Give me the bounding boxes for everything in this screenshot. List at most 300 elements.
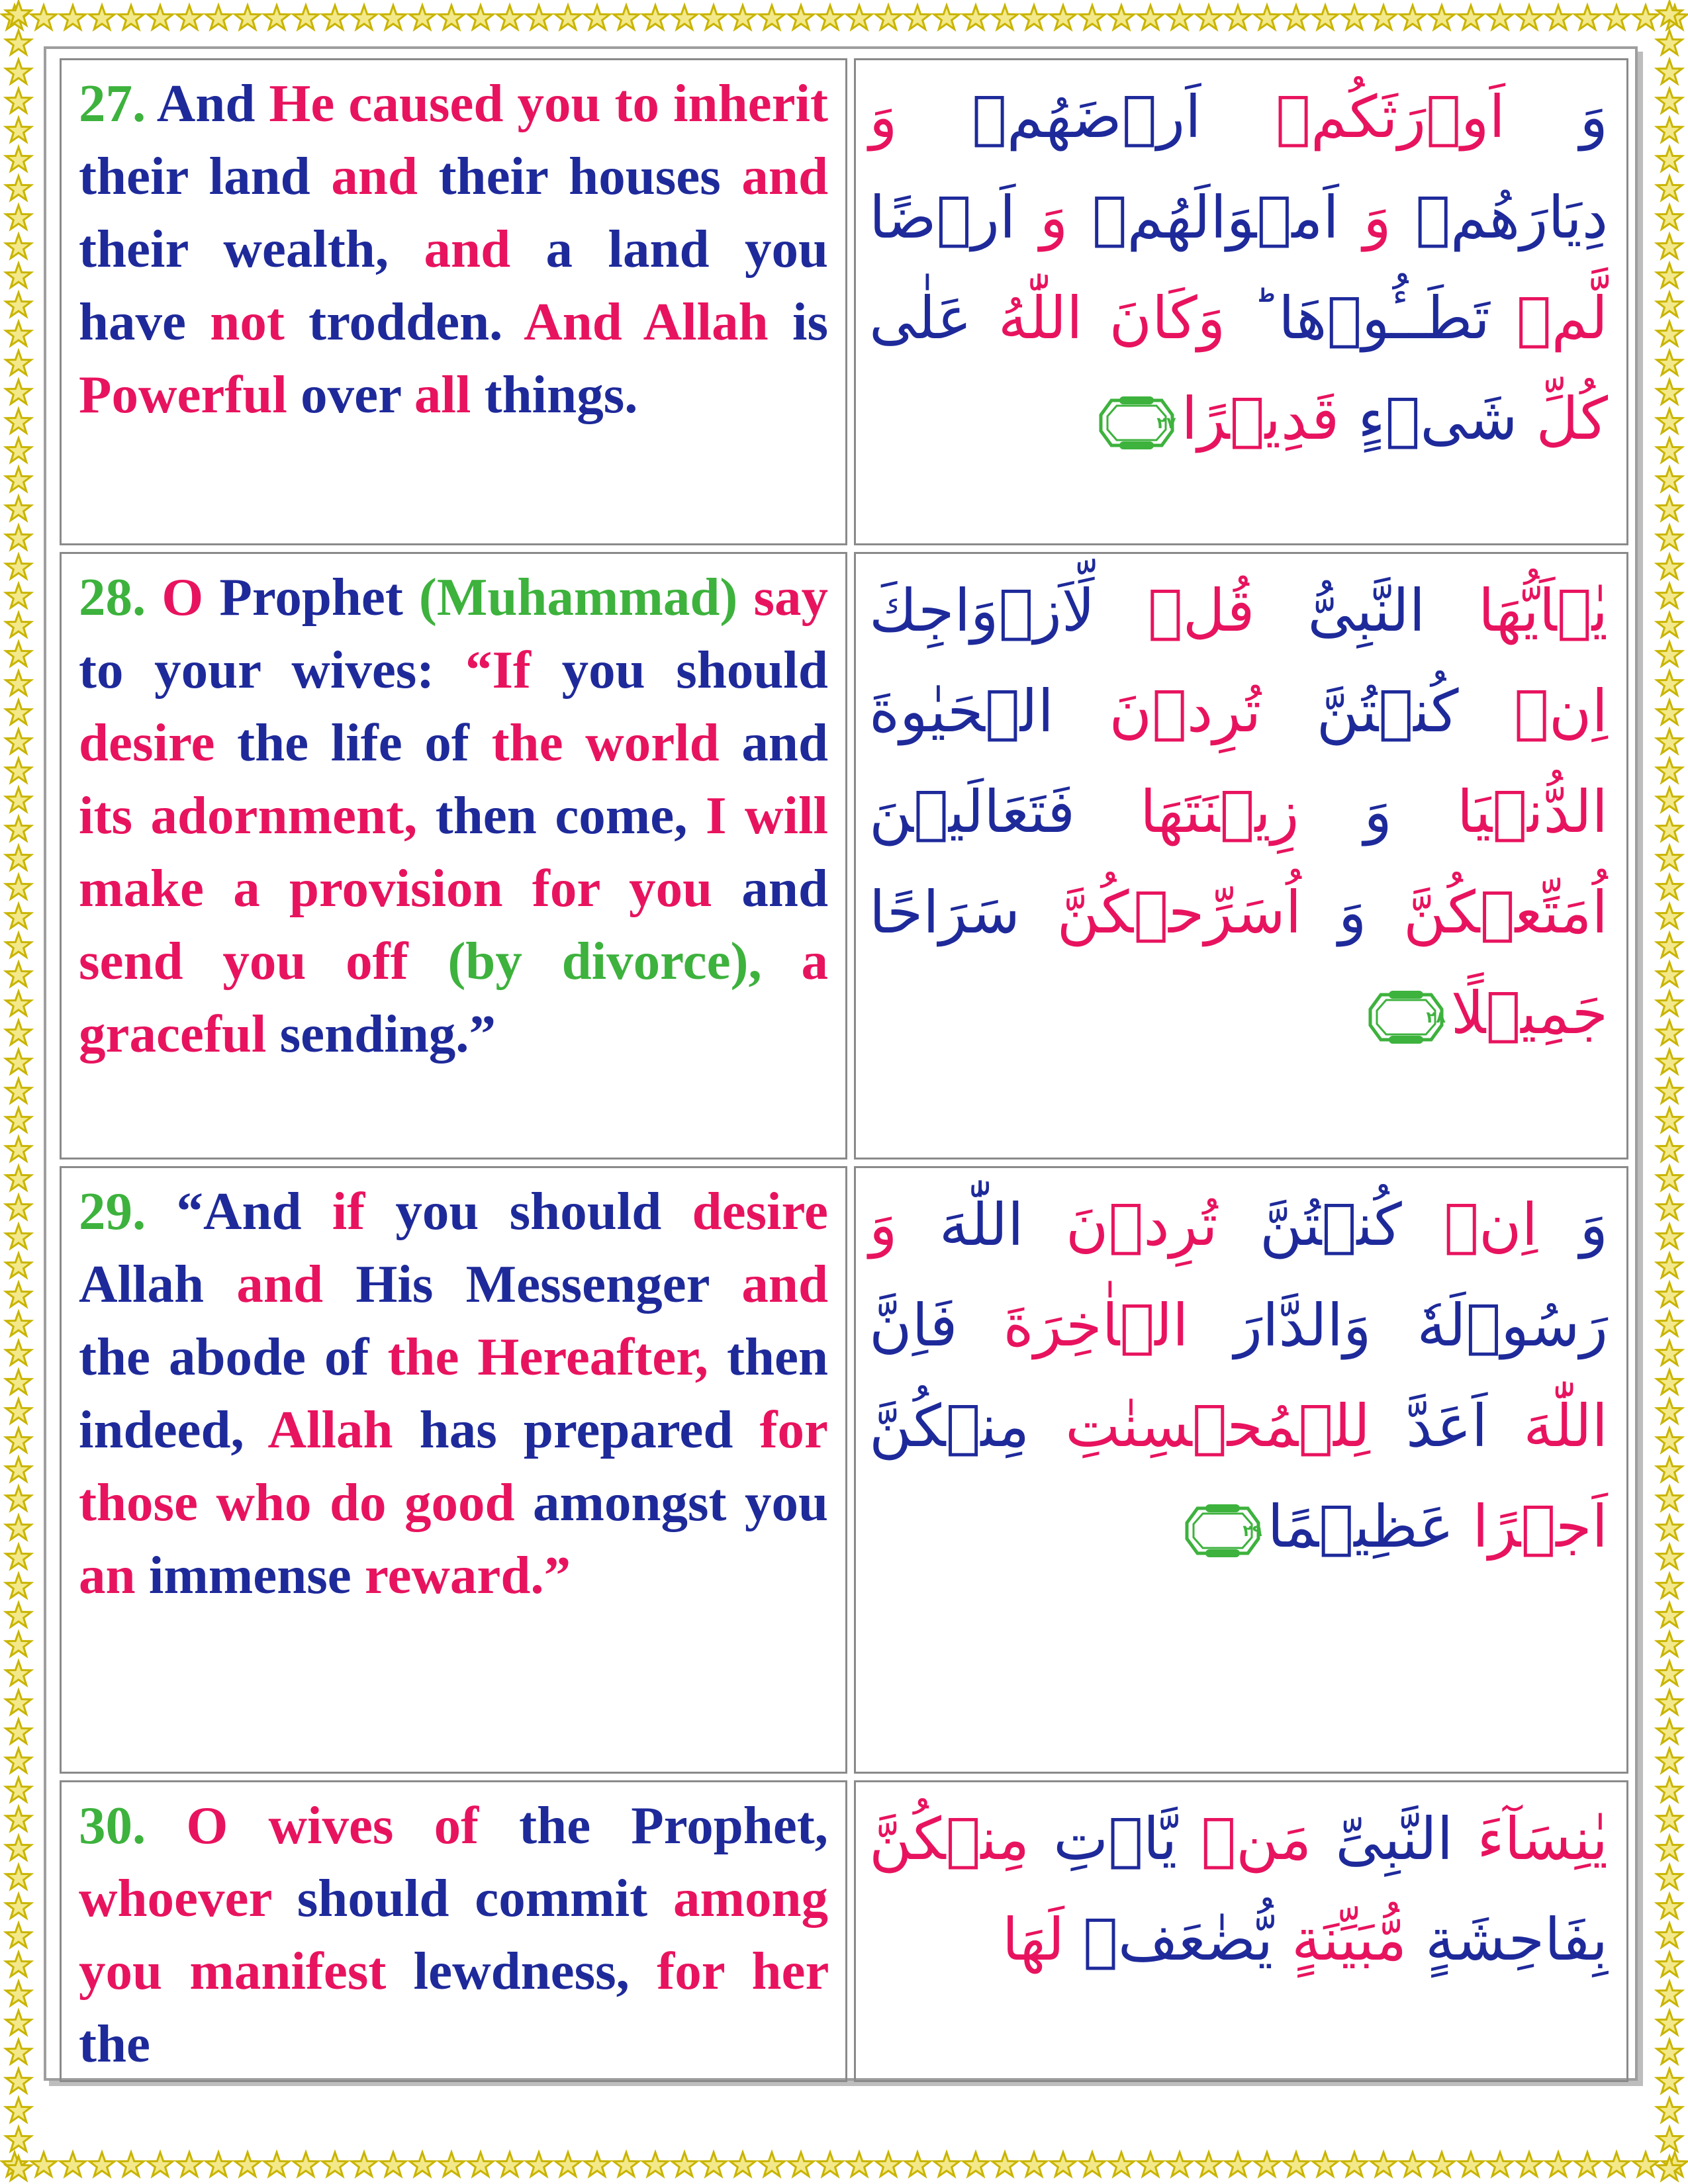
star-icon xyxy=(730,2152,755,2176)
star-icon xyxy=(6,642,31,666)
star-icon xyxy=(759,2152,784,2176)
star-icon xyxy=(1196,2152,1221,2176)
arabic-verse-cell xyxy=(854,58,1628,545)
star-icon xyxy=(1657,1137,1682,1161)
arabic-segment: الۡحَيٰوةَ xyxy=(869,677,1054,745)
star-icon xyxy=(6,1807,31,1831)
english-segment: lewdness, xyxy=(386,1941,657,2001)
arabic-segment: اللّٰهَ xyxy=(1487,1392,1609,1460)
star-icon xyxy=(876,2152,901,2176)
arabic-segment: اللّٰهُ xyxy=(972,284,1083,352)
star-icon xyxy=(614,5,639,29)
star-icon xyxy=(410,5,435,29)
star-icon xyxy=(1657,1166,1682,1190)
star-icon xyxy=(1657,729,1682,753)
english-segment: over xyxy=(287,365,414,424)
star-icon xyxy=(293,2152,318,2176)
english-segment: and xyxy=(719,713,828,772)
star-icon xyxy=(1021,5,1047,29)
star-icon xyxy=(788,5,814,29)
star-icon xyxy=(1429,5,1454,29)
english-segment: its adornment, xyxy=(79,786,418,845)
star-icon xyxy=(1657,1749,1682,1772)
arabic-segment: كُنۡتُنَّ xyxy=(1261,677,1459,745)
english-segment: all xyxy=(414,365,471,424)
arabic-segment: اُسَرِّحۡكُنَّ xyxy=(1019,878,1302,946)
star-icon xyxy=(6,1137,31,1161)
star-icon xyxy=(1657,30,1682,54)
star-icon xyxy=(1109,2152,1134,2176)
verse-row xyxy=(60,1166,1628,1774)
star-icon xyxy=(6,2011,31,2034)
star-icon xyxy=(1080,2152,1105,2176)
star-icon xyxy=(1657,1370,1682,1394)
star-icon xyxy=(1657,1399,1682,1423)
english-segment: And xyxy=(146,73,269,133)
english-segment: wives xyxy=(268,1796,434,1855)
star-icon xyxy=(1371,2152,1396,2176)
star-icon xyxy=(6,263,31,287)
english-segment: should commit xyxy=(271,1868,673,1928)
star-icon xyxy=(6,1399,31,1423)
english-segment: and xyxy=(741,1254,828,1314)
arabic-segment: الۡاٰخِرَةَ xyxy=(957,1291,1189,1359)
arabic-segment: عَلٰى xyxy=(869,284,972,352)
star-icon xyxy=(1657,1807,1682,1831)
english-segment: and xyxy=(741,146,828,206)
star-icon xyxy=(1575,2152,1600,2176)
arabic-segment: دِيَارَهُمۡ xyxy=(1391,183,1609,251)
star-icon xyxy=(555,2152,581,2176)
english-segment: trodden. xyxy=(284,292,524,351)
star-icon xyxy=(1657,846,1682,870)
star-icon xyxy=(1429,2152,1454,2176)
star-icon xyxy=(1167,5,1192,29)
star-icon xyxy=(759,5,784,29)
star-icon xyxy=(6,2040,31,2064)
star-icon xyxy=(381,2152,406,2176)
arabic-segment: الدُّنۡيَا xyxy=(1391,778,1609,846)
english-segment: for those who do good xyxy=(79,1400,828,1532)
star-icon xyxy=(1657,263,1682,287)
star-icon xyxy=(1604,5,1629,29)
english-segment: and xyxy=(424,219,511,279)
star-icon xyxy=(1657,293,1682,316)
arabic-segment: يَّاۡتِ xyxy=(1029,1805,1178,1873)
star-icon xyxy=(1657,817,1682,841)
star-icon xyxy=(6,991,31,1015)
star-icon xyxy=(6,1894,31,1918)
star-icon xyxy=(1657,1981,1682,2005)
english-segment: the life of xyxy=(214,713,492,772)
arabic-segment: وَ xyxy=(869,1191,898,1259)
arabic-segment: مَنۡ xyxy=(1177,1805,1312,1873)
star-icon xyxy=(992,2152,1017,2176)
star-icon xyxy=(6,1341,31,1365)
arabic-segment: وَ xyxy=(869,83,898,151)
arabic-segment: وَكَانَ xyxy=(1082,284,1226,352)
star-icon xyxy=(6,788,31,811)
arabic-segment: عَظِيۡمًا xyxy=(1267,1492,1454,1561)
star-icon xyxy=(264,5,289,29)
star-icon xyxy=(1657,1195,1682,1219)
star-icon xyxy=(1487,5,1513,29)
star-icon xyxy=(1657,1224,1682,1248)
english-segment: for xyxy=(502,858,630,918)
star-icon xyxy=(1284,2152,1309,2176)
star-icon xyxy=(6,409,31,433)
star-icon xyxy=(1657,1312,1682,1336)
star-icon xyxy=(6,1195,31,1219)
english-segment: and xyxy=(236,1254,323,1314)
arabic-segment: وَالدَّارَ xyxy=(1188,1291,1372,1359)
star-icon xyxy=(439,2152,464,2176)
english-segment: their land xyxy=(79,146,332,206)
star-icon xyxy=(614,2152,639,2176)
english-segment: His Messenger xyxy=(323,1254,742,1314)
star-icon xyxy=(1657,1,1682,25)
star-icon xyxy=(468,2152,493,2176)
arabic-segment: رَسُوۡلَهٗ xyxy=(1371,1291,1609,1359)
star-icon xyxy=(1657,1341,1682,1365)
star-icon xyxy=(1657,1574,1682,1598)
star-icon xyxy=(6,351,31,375)
star-icon xyxy=(1657,234,1682,258)
star-icon xyxy=(1657,1923,1682,1947)
star-icon xyxy=(352,5,377,29)
star-icon xyxy=(6,118,31,142)
star-icon xyxy=(730,5,755,29)
arabic-segment: مِنۡكُنَّ xyxy=(869,1805,1030,1873)
english-segment: the Prophet, xyxy=(519,1796,828,1855)
arabic-segment: لِلۡمُحۡسِنٰتِ xyxy=(1029,1392,1370,1460)
star-icon xyxy=(6,467,31,491)
star-icon xyxy=(526,5,551,29)
arabic-segment: النَّبِىُّ xyxy=(1254,576,1426,645)
ayah-number: ٢٨ xyxy=(1426,1008,1446,1027)
star-icon xyxy=(6,933,31,957)
star-icon xyxy=(1657,1690,1682,1714)
star-icon xyxy=(963,5,988,29)
arabic-segment: تُرِدۡنَ xyxy=(1054,677,1262,745)
star-icon xyxy=(1225,2152,1250,2176)
star-icon xyxy=(847,2152,872,2176)
arabic-segment: قُلۡ xyxy=(1095,576,1255,645)
star-icon xyxy=(6,1224,31,1248)
star-icon xyxy=(1575,5,1600,29)
star-icon xyxy=(6,1166,31,1190)
arabic-segment: كُلِّ xyxy=(1517,385,1608,453)
star-icon xyxy=(788,2152,814,2176)
star-icon xyxy=(6,205,31,229)
english-segment: their houses xyxy=(417,146,742,206)
star-icon xyxy=(1657,2011,1682,2034)
english-segment: if xyxy=(332,1181,365,1241)
star-icon xyxy=(1657,2127,1682,2151)
arabic-segment: يٰۤاَيُّهَا xyxy=(1425,576,1608,645)
star-icon xyxy=(6,2156,31,2180)
star-icon xyxy=(60,2152,85,2176)
star-icon xyxy=(6,1283,31,1306)
arabic-segment: وَ xyxy=(1338,183,1391,251)
arabic-segment: قَدِيۡرًا xyxy=(1181,385,1340,453)
star-icon xyxy=(6,2098,31,2122)
star-icon xyxy=(1657,2040,1682,2064)
star-icon xyxy=(6,1923,31,1947)
star-icon xyxy=(1657,89,1682,113)
english-segment: Allah xyxy=(79,1254,237,1314)
star-icon xyxy=(963,2152,988,2176)
star-icon xyxy=(1657,788,1682,811)
verse-table xyxy=(53,52,1635,2089)
english-segment: whoever xyxy=(79,1868,271,1928)
arabic-segment: النَّبِىِّ xyxy=(1311,1805,1454,1873)
star-icon xyxy=(1657,1428,1682,1452)
arabic-segment: يٰنِسَآءَ xyxy=(1453,1805,1608,1873)
star-icon xyxy=(1657,351,1682,375)
arabic-text xyxy=(869,1789,1608,1990)
star-icon xyxy=(1657,1253,1682,1277)
star-icon xyxy=(6,1312,31,1336)
star-icon xyxy=(1604,2152,1629,2176)
english-segment: (by divorce), xyxy=(447,931,762,991)
english-segment: an xyxy=(79,1545,136,1605)
arabic-segment: فَتَعَالَيۡنَ xyxy=(869,778,1076,846)
english-segment: the Hereafter, xyxy=(387,1327,708,1387)
star-icon xyxy=(905,2152,930,2176)
star-icon xyxy=(322,5,348,29)
english-segment: And Allah xyxy=(524,292,769,351)
ayah-number-marker-icon xyxy=(1183,1503,1262,1559)
star-icon xyxy=(6,1865,31,1889)
star-icon xyxy=(1657,176,1682,200)
star-icon xyxy=(1657,1894,1682,1918)
star-icon xyxy=(1657,1516,1682,1539)
star-icon xyxy=(6,496,31,520)
star-icon xyxy=(206,2152,231,2176)
star-icon xyxy=(1657,1603,1682,1627)
star-icon xyxy=(6,1079,31,1103)
star-icon xyxy=(1657,1545,1682,1569)
star-icon xyxy=(1657,1079,1682,1103)
star-icon xyxy=(1657,525,1682,549)
arabic-segment: مُّبَيِّنَةٍ xyxy=(1273,1905,1407,1974)
star-icon xyxy=(1657,758,1682,782)
star-icon xyxy=(1657,875,1682,899)
english-segment: He caused you to inherit xyxy=(269,73,828,133)
star-icon xyxy=(410,2152,435,2176)
verse-row xyxy=(60,58,1628,545)
star-icon xyxy=(6,1981,31,2005)
star-icon xyxy=(1657,1021,1682,1044)
arabic-segment: لِّاَزۡوَاجِكَ xyxy=(869,576,1095,645)
arabic-verse-cell xyxy=(854,552,1628,1160)
star-icon xyxy=(1517,2152,1542,2176)
star-icon xyxy=(1284,5,1309,29)
star-icon xyxy=(1657,962,1682,986)
arabic-segment: كُنۡتُنَّ xyxy=(1217,1191,1402,1259)
arabic-segment: اللّٰهَ xyxy=(897,1191,1024,1259)
star-icon xyxy=(1546,2152,1571,2176)
star-icon xyxy=(6,671,31,695)
arabic-segment: جَمِيۡلًا xyxy=(1450,979,1608,1047)
arabic-text xyxy=(869,1175,1608,1577)
star-icon xyxy=(6,2127,31,2151)
star-icon xyxy=(585,2152,610,2176)
english-segment: for her xyxy=(657,1941,828,2001)
star-icon xyxy=(6,2069,31,2093)
arabic-segment: اَجۡرًا xyxy=(1454,1492,1608,1561)
star-icon xyxy=(934,5,959,29)
star-icon xyxy=(6,1690,31,1714)
star-icon xyxy=(1657,322,1682,345)
star-icon xyxy=(1138,5,1163,29)
ayah-number-marker-icon xyxy=(1366,989,1446,1045)
english-segment: things. xyxy=(471,365,638,424)
star-icon xyxy=(6,60,31,83)
star-icon xyxy=(6,322,31,345)
arabic-segment: مِنۡكُنَّ xyxy=(869,1392,1030,1460)
arabic-segment: لَهَا xyxy=(1002,1905,1065,1974)
star-icon xyxy=(1657,1719,1682,1743)
english-segment: then come, xyxy=(417,786,706,845)
star-icon xyxy=(439,5,464,29)
star-icon xyxy=(1657,671,1682,695)
english-segment: send you off xyxy=(79,931,448,991)
star-icon xyxy=(1657,438,1682,462)
star-icon xyxy=(876,5,901,29)
star-icon xyxy=(672,5,697,29)
star-icon xyxy=(6,1108,31,1132)
english-segment: Prophet xyxy=(219,567,419,627)
star-icon xyxy=(6,758,31,782)
star-icon xyxy=(6,438,31,462)
star-icon xyxy=(1657,555,1682,578)
star-border-icon xyxy=(0,0,37,2184)
english-text xyxy=(79,561,828,1070)
star-icon xyxy=(1657,2156,1682,2180)
star-icon xyxy=(89,2152,115,2176)
star-border-right xyxy=(1651,0,1688,2184)
verse-row xyxy=(60,552,1628,1160)
star-icon xyxy=(1657,1632,1682,1656)
star-icon xyxy=(6,1,31,25)
star-icon xyxy=(6,525,31,549)
star-icon xyxy=(6,817,31,841)
star-icon xyxy=(1458,2152,1483,2176)
english-segment: desire xyxy=(692,1181,828,1241)
english-segment: then indeed, xyxy=(79,1327,828,1459)
english-text xyxy=(79,67,828,431)
english-segment: amongst you xyxy=(514,1473,828,1532)
english-segment: 29. xyxy=(79,1181,146,1241)
star-icon xyxy=(1342,2152,1367,2176)
arabic-text xyxy=(869,561,1608,1064)
arabic-segment: وَ xyxy=(1505,83,1609,151)
star-icon xyxy=(1657,1050,1682,1073)
arabic-segment: اَوۡرَثَكُمۡ xyxy=(1201,83,1505,151)
star-icon xyxy=(6,30,31,54)
arabic-segment: اَرۡضَهُمۡ xyxy=(897,83,1201,151)
english-segment: “And xyxy=(146,1181,332,1241)
arabic-segment: فَاِنَّ xyxy=(869,1291,958,1359)
star-icon xyxy=(6,1021,31,1044)
star-icon xyxy=(497,2152,522,2176)
star-icon xyxy=(585,5,610,29)
star-icon xyxy=(60,5,85,29)
english-segment: 27. xyxy=(79,73,146,133)
star-icon xyxy=(6,1836,31,1860)
arabic-segment: تَطَــُٔوۡهَا ؕ xyxy=(1225,284,1490,352)
star-icon xyxy=(6,1457,31,1481)
star-icon xyxy=(1167,2152,1192,2176)
arabic-segment: وَ xyxy=(1301,878,1367,946)
star-icon xyxy=(1657,118,1682,142)
star-icon xyxy=(1313,5,1338,29)
star-icon xyxy=(992,5,1017,29)
english-text xyxy=(79,1175,828,1612)
star-icon xyxy=(847,5,872,29)
english-segment: their wealth, xyxy=(79,219,424,279)
star-icon xyxy=(1138,2152,1163,2176)
english-translation-cell xyxy=(60,1166,847,1774)
english-segment: not xyxy=(210,292,285,351)
english-segment: desire xyxy=(79,713,215,772)
star-icon xyxy=(6,1428,31,1452)
star-icon xyxy=(6,1050,31,1073)
english-segment: O xyxy=(146,567,220,627)
star-icon xyxy=(1487,2152,1513,2176)
star-icon xyxy=(381,5,406,29)
star-border-top xyxy=(0,0,1688,37)
star-icon xyxy=(643,5,668,29)
star-icon xyxy=(1657,60,1682,83)
english-segment: I will make a provision xyxy=(79,786,828,918)
arabic-verse-cell xyxy=(854,1780,1628,2082)
star-icon xyxy=(526,2152,551,2176)
star-icon xyxy=(1371,5,1396,29)
star-icon xyxy=(264,2152,289,2176)
english-segment: is xyxy=(768,292,828,351)
english-segment: of xyxy=(434,1796,520,1855)
english-segment: Allah xyxy=(267,1400,393,1459)
star-icon xyxy=(1657,904,1682,928)
star-icon xyxy=(1657,496,1682,520)
english-translation-cell xyxy=(60,1780,847,2082)
star-icon xyxy=(177,2152,202,2176)
star-icon xyxy=(6,1603,31,1627)
english-segment: and xyxy=(712,858,828,918)
star-icon xyxy=(6,962,31,986)
star-icon xyxy=(6,1778,31,1801)
star-icon xyxy=(1051,5,1076,29)
english-segment: the xyxy=(79,2014,150,2073)
english-segment: Powerful xyxy=(79,365,287,424)
star-icon xyxy=(1458,5,1483,29)
star-icon xyxy=(1657,933,1682,957)
star-icon xyxy=(1657,205,1682,229)
star-icon xyxy=(6,234,31,258)
star-icon xyxy=(6,584,31,608)
star-icon xyxy=(6,176,31,200)
english-segment: and xyxy=(331,146,418,206)
arabic-segment: اِنۡ xyxy=(1458,677,1609,745)
arabic-segment: اَمۡوَالَهُمۡ xyxy=(1068,183,1339,251)
ayah-number-marker-icon xyxy=(1097,395,1176,451)
english-segment: you should xyxy=(365,1181,692,1241)
star-icon xyxy=(1400,2152,1425,2176)
star-icon xyxy=(118,5,144,29)
